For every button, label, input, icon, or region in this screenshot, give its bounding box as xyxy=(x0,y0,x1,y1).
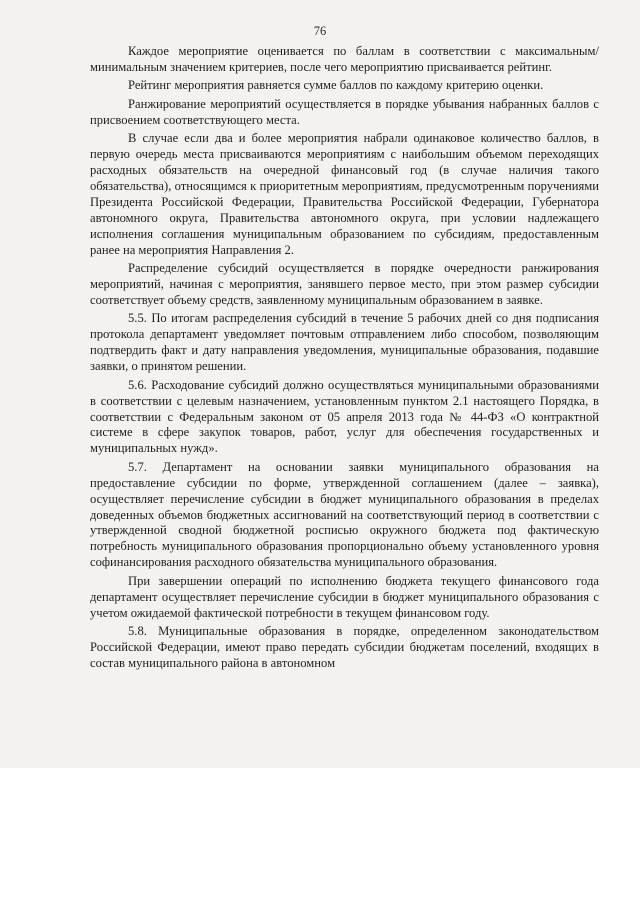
paragraph-5-8: 5.8. Муниципальные образования в порядке, определенном законодательством Российской Федерации, имеют право передать субсидии бюджетам поселений, входящих в состав муниципального района в автономном xyxy=(90,624,599,670)
paragraph: Распределение субсидий осуществляется в порядке очередности ранжирования мероприятий, начиная с мероприятия, занявшего первое место, при этом размер субсидии соответствует объему средств, заявленному муниципальным образованием в заявке. xyxy=(90,261,599,307)
paragraph-5-6: 5.6. Расходование субсидий должно осуществляться муниципальными образованиями в соответствии с целевым назначением, установленным пунктом 2.1 настоящего Порядка, в соответствии с Федеральным законом от 05 апреля 2013 года № 44-ФЗ «О контрактной системе в сфере закупок товаров, работ, услуг для обеспечения государственных и муниципальных нужд». xyxy=(90,377,599,456)
paragraph: Ранжирование мероприятий осуществляется в порядке убывания набранных баллов с присвоением соответствующего места. xyxy=(90,96,599,127)
document-body xyxy=(90,44,599,672)
paragraph-5-5: 5.5. По итогам распределения субсидий в течение 5 рабочих дней со дня подписания протокола департамент уведомляет почтовым отправлением либо способом, позволяющим подтвердить факт и дату направления уведомления, муниципальные образования, подавшие заявки, о принятом решении. xyxy=(90,311,599,374)
paragraph: При завершении операций по исполнению бюджета текущего финансового года департамент осуществляет перечисление субсидии в бюджет муниципального образования с учетом ожидаемой фактической потребности в текущем финансовом году. xyxy=(90,573,599,620)
paragraph: В случае если два и более мероприятия набрали одинаковое количество баллов, в первую очередь места присваиваются мероприятиям с наибольшим объемом переходящих расходных обязательств на очередной финансовый год (в случае наличия такого обязательства), относящимся к приоритетным мероприятиям, предусмотренным поручениями Президента Российской Федерации, Правительства Российской Федерации, Губернатора автономного округа, Правительства автономного округа, при условии надлежащего исполнения соглашения муниципальным образованием по субсидиям, предоставленным ранее на мероприятия Направления 2. xyxy=(90,131,599,257)
paragraph: Рейтинг мероприятия равняется сумме баллов по каждому критерию оценки. xyxy=(128,78,544,93)
paragraph-5-7: 5.7. Департамент на основании заявки муниципального образования на предоставление субсидии по форме, утвержденной соглашением (далее – заявка), осуществляет перечисление субсидии в бюджет муниципального образования в пределах доведенных объемов бюджетных ассигнований на соответствующий период в соответствии с утвержденной сводной бюджетной росписью окружного бюджета под фактическую потребность муниципального образования пропорционально объему установленного уровня софинансирования расходного обязательства муниципального образования. xyxy=(90,459,599,570)
paragraph: Каждое мероприятие оценивается по баллам в соответствии с максимальным/минимальным значением критериев, после чего мероприятию присваивается рейтинг. xyxy=(90,44,599,74)
page-number: 76 xyxy=(313,24,327,38)
